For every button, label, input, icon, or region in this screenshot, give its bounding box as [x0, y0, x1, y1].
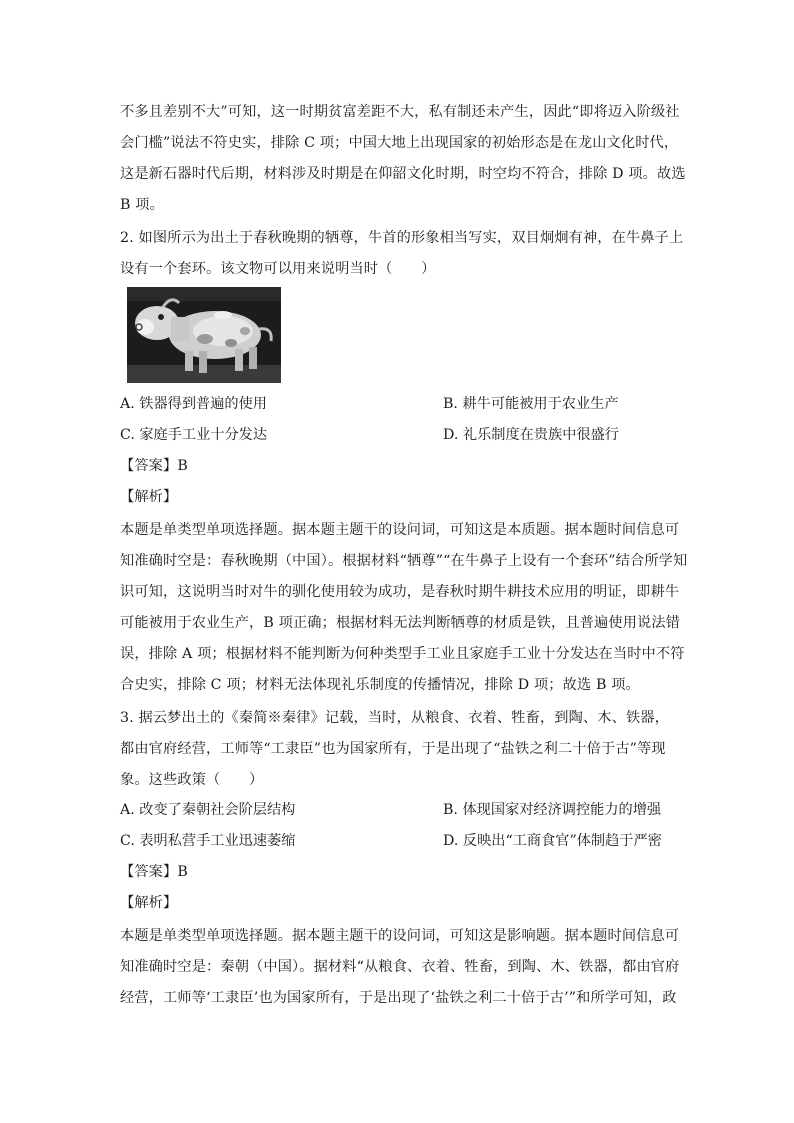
q2-option-b[interactable]: B. 耕牛可能被用于农业生产 [443, 396, 619, 412]
q3-stem-line-3: 象。这些政策（ ） [120, 772, 264, 788]
q2-analysis-line-6: 合史实，排除 C 项；材料无法体现礼乐制度的传播情况，排除 D 项；故选 B 项。 [120, 677, 640, 693]
q2-option-c[interactable]: C. 家庭手工业十分发达 [120, 427, 268, 443]
q3-answer: 【答案】B [120, 864, 188, 880]
q2-answer: 【答案】B [120, 458, 188, 474]
q3-analysis-line-1: 本题是单类型单项选择题。据本题主题干的设问词，可知这是影响题。据本题时间信息可 [120, 928, 680, 944]
q2-analysis-line-1: 本题是单类型单项选择题。据本题主题干的设问词，可知这是本质题。据本题时间信息可 [120, 522, 680, 538]
q2-analysis-line-2: 知准确时空是：春秋晚期（中国）。根据材料“牺尊”“在牛鼻子上设有一个套环”结合所学知 [120, 553, 688, 569]
q3-analysis-line-2: 知准确时空是：秦朝（中国）。据材料“从粮食、衣着、牲畜，到陶、木、铁器，都由官府 [120, 959, 680, 975]
q3-option-a[interactable]: A. 改变了秦朝社会阶层结构 [120, 802, 296, 818]
q2-analysis-line-3: 识可知，这说明当时对牛的驯化使用较为成功，是春秋时期牛耕技术应用的明证，即耕牛 [120, 584, 680, 600]
q2-analysis-line-5: 误，排除 A 项；根据材料不能判断为何种类型手工业且家庭手工业十分发达在当时中不符 [120, 646, 685, 662]
q2-stem-line-2: 设有一个套环。该文物可以用来说明当时（ ） [120, 261, 436, 277]
intro-line-1: 不多且差别不大”可知，这一时期贫富差距不大，私有制还未产生，因此“即将迈入阶级社 [120, 104, 680, 120]
q3-stem-line-1: 3. 据云梦出土的《秦简※秦律》记载，当时，从粮食、衣着、牲畜，到陶、木、铁器， [120, 710, 669, 726]
q2-analysis-line-4: 可能被用于农业生产，B 项正确；根据材料无法判断牺尊的材质是铁，且普遍使用说法错 [120, 615, 681, 631]
q2-option-a[interactable]: A. 铁器得到普遍的使用 [120, 396, 267, 412]
q3-stem-line-2: 都由官府经营，工师等“工隶臣”也为国家所有，于是出现了“盐铁之利二十倍于古”等现 [120, 741, 666, 757]
q3-analysis-label: 【解析】 [120, 895, 178, 911]
intro-line-4: B 项。 [120, 197, 164, 213]
q3-option-d[interactable]: D. 反映出“工商食官”体制趋于严密 [443, 833, 662, 849]
q3-analysis-line-3: 经营，工师等‘工隶臣’也为国家所有，于是出现了‘盐铁之利二十倍于古’”和所学可知，政 [120, 990, 677, 1006]
q3-option-b[interactable]: B. 体现国家对经济调控能力的增强 [443, 802, 662, 818]
q3-option-c[interactable]: C. 表明私营手工业迅速萎缩 [120, 833, 296, 849]
q2-stem-line-1: 2. 如图所示为出土于春秋晚期的牺尊，牛首的形象相当写实，双目炯炯有神，在牛鼻子上 [120, 230, 684, 246]
ox-bronze-vessel-photo [127, 287, 281, 383]
intro-line-3: 这是新石器时代后期，材料涉及时期是在仰韶文化时期，时空均不符合，排除 D 项。故选 [120, 166, 686, 182]
intro-line-2: 会门槛”说法不符史实，排除 C 项；中国大地上出现国家的初始形态是在龙山文化时代， [120, 135, 679, 151]
q2-analysis-label: 【解析】 [120, 489, 178, 505]
q2-option-d[interactable]: D. 礼乐制度在贵族中很盛行 [443, 427, 619, 443]
